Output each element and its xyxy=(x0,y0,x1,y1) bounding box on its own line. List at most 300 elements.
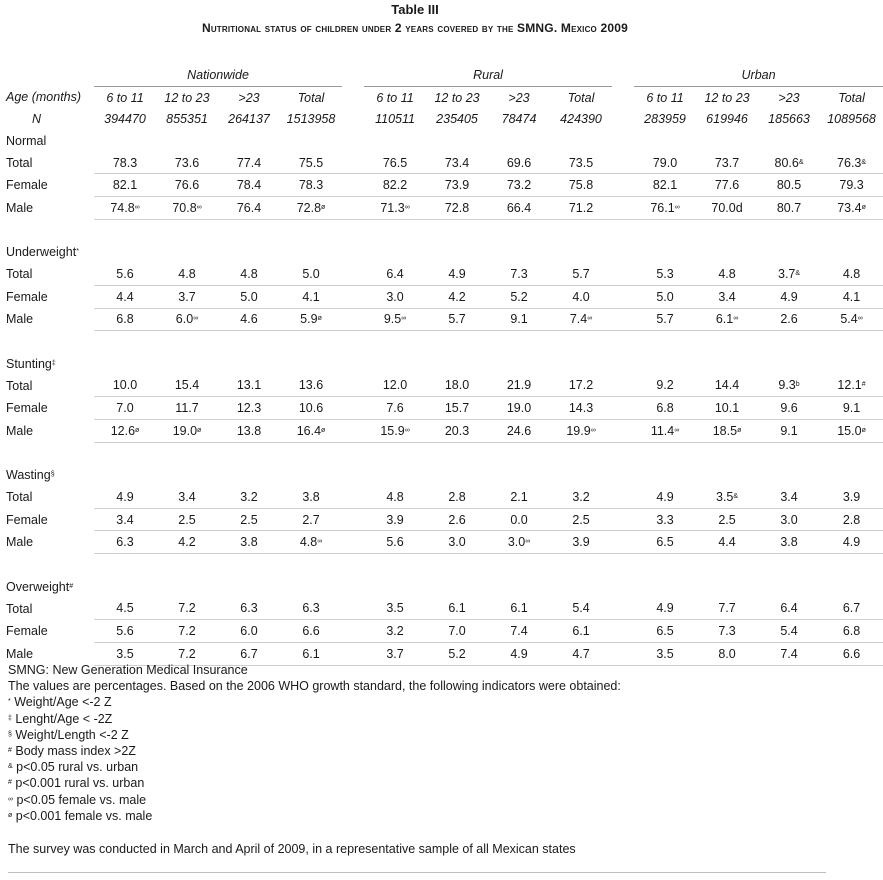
value-cell xyxy=(488,397,550,420)
table-row xyxy=(6,420,883,443)
section-spacer xyxy=(6,554,883,576)
table-row xyxy=(6,375,883,397)
value-cell xyxy=(426,486,488,508)
value-cell xyxy=(364,308,426,331)
footnote-text: The values are percentages. Based on the 2006 WHO growth standard, the following indicators were obtained: xyxy=(8,679,621,694)
value-cell xyxy=(94,263,156,285)
value-cell xyxy=(156,486,218,508)
value-cell xyxy=(550,152,612,174)
value: 3.4 xyxy=(718,289,736,304)
column-gap xyxy=(612,508,634,531)
significance-mark: ∞ xyxy=(857,315,863,323)
value-cell xyxy=(280,152,342,174)
value: 3.9 xyxy=(572,535,590,550)
value: 6.1 xyxy=(715,312,734,327)
value-cell xyxy=(218,285,280,308)
significance-mark: ø xyxy=(861,203,866,211)
value-cell xyxy=(634,508,696,531)
value-cell xyxy=(364,152,426,174)
value: 13.1 xyxy=(236,378,262,393)
age-column-header: Total xyxy=(297,90,325,105)
value-cell xyxy=(488,308,550,331)
value: 7.2 xyxy=(178,646,196,661)
row-label: Female xyxy=(6,178,48,193)
footnote-text: p<0.001 rural vs. urban xyxy=(11,776,145,791)
column-gap xyxy=(612,598,634,620)
row-label: Female xyxy=(6,512,48,527)
column-gap xyxy=(612,152,634,174)
section-footnote-mark: § xyxy=(50,471,55,479)
value: 6.6 xyxy=(302,624,320,639)
value-cell xyxy=(550,263,612,285)
footnote-text: SMNG: New Generation Medical Insurance xyxy=(8,663,248,677)
row-label: Total xyxy=(6,155,33,170)
value: 76.4 xyxy=(236,200,262,215)
value: 79.3 xyxy=(839,178,864,193)
value: 5.4 xyxy=(780,624,798,639)
value: 5.4 xyxy=(840,312,858,327)
value-cell xyxy=(218,531,280,554)
value-cell xyxy=(820,508,883,531)
sample-size: 264137 xyxy=(228,112,270,127)
footnote-mark: ø xyxy=(8,811,13,819)
table-subtitle: Nutritional status of children under 2 years covered by the SMNG. Mexico 2009 xyxy=(201,21,629,35)
row-label: Total xyxy=(6,601,33,616)
value: 75.8 xyxy=(568,178,594,193)
value: 13.8 xyxy=(236,423,262,438)
group-header-spacer xyxy=(6,64,94,86)
value-cell xyxy=(488,174,550,197)
value: 4.1 xyxy=(842,289,861,304)
value-cell xyxy=(550,420,612,443)
value-cell xyxy=(426,620,488,643)
significance-mark: ∞ xyxy=(674,426,680,434)
column-gap xyxy=(342,508,364,531)
value-cell xyxy=(156,598,218,620)
value-cell xyxy=(280,420,342,443)
value-cell xyxy=(156,308,218,331)
value-cell xyxy=(280,375,342,397)
value: 24.6 xyxy=(506,423,532,438)
value: 6.3 xyxy=(116,535,134,550)
column-gap xyxy=(342,174,364,197)
value-cell xyxy=(550,508,612,531)
row-label: Male xyxy=(6,535,34,550)
value: 4.7 xyxy=(572,646,590,661)
survey-note: The survey was conducted in March and April of 2009, in a representative sample of all Mexican states xyxy=(8,842,576,856)
value: 6.0 xyxy=(175,312,194,327)
significance-mark: ∞ xyxy=(587,315,593,323)
value: 6.6 xyxy=(842,646,861,661)
value: 2.5 xyxy=(240,512,258,527)
value-cell xyxy=(758,263,820,285)
value-cell xyxy=(634,397,696,420)
value-cell xyxy=(634,152,696,174)
value: 20.3 xyxy=(444,423,470,438)
column-gap xyxy=(612,64,634,86)
footnote-line xyxy=(8,743,621,759)
value-cell xyxy=(550,308,612,331)
value: 9.6 xyxy=(780,401,798,416)
value: 7.7 xyxy=(718,601,736,616)
value-cell xyxy=(94,420,156,443)
value-cell xyxy=(364,508,426,531)
value: 72.8 xyxy=(296,200,322,215)
row-label: Male xyxy=(6,646,34,661)
row-label: Female xyxy=(6,289,48,304)
value: 17.2 xyxy=(568,378,594,393)
value: 14.4 xyxy=(714,378,740,393)
value-cell xyxy=(94,285,156,308)
value: 76.3 xyxy=(837,155,862,170)
value: 6.5 xyxy=(656,535,674,550)
sample-size: 235405 xyxy=(436,112,478,127)
value: 4.9 xyxy=(656,489,674,504)
value: 11.7 xyxy=(175,401,199,416)
value: 6.8 xyxy=(656,401,674,416)
n-label: N xyxy=(32,112,42,127)
value: 73.9 xyxy=(444,178,470,193)
value: 13.6 xyxy=(298,378,324,393)
value-cell xyxy=(94,508,156,531)
value-cell xyxy=(94,531,156,554)
sample-size: 283959 xyxy=(644,112,686,127)
value-cell xyxy=(156,620,218,643)
value-cell xyxy=(820,397,883,420)
value: 66.4 xyxy=(506,200,532,215)
sample-size: 1089568 xyxy=(827,112,876,127)
value-cell xyxy=(758,486,820,508)
column-gap xyxy=(342,64,364,86)
value-cell xyxy=(820,620,883,643)
value-cell xyxy=(550,197,612,220)
value-cell xyxy=(634,285,696,308)
row-label: Female xyxy=(6,401,48,416)
value: 5.0 xyxy=(302,267,320,282)
value: 73.7 xyxy=(714,155,740,170)
value-cell xyxy=(156,152,218,174)
value: 7.3 xyxy=(718,624,736,639)
value: 7.4 xyxy=(569,312,588,327)
value-cell xyxy=(156,285,218,308)
n-row xyxy=(6,108,883,130)
column-gap xyxy=(342,531,364,554)
value-cell xyxy=(820,174,883,197)
section-heading xyxy=(6,130,883,152)
value: 82.1 xyxy=(652,178,678,193)
section-footnote-mark: # xyxy=(69,582,74,590)
value-cell xyxy=(218,263,280,285)
value-cell xyxy=(758,285,820,308)
section-footnote-mark: ‡ xyxy=(51,359,56,367)
column-gap xyxy=(612,620,634,643)
value: 21.9 xyxy=(506,378,532,393)
section-name: Stunting xyxy=(6,356,52,371)
sample-size: 185663 xyxy=(768,112,810,127)
value: 7.4 xyxy=(780,646,798,661)
value-cell xyxy=(426,197,488,220)
value: 7.0 xyxy=(116,401,134,416)
value: 82.1 xyxy=(112,178,138,193)
value-cell xyxy=(280,598,342,620)
value: 9.5 xyxy=(383,312,402,327)
value-cell xyxy=(364,197,426,220)
value-cell xyxy=(426,598,488,620)
value-cell xyxy=(820,486,883,508)
value: 7.0 xyxy=(448,624,466,639)
sample-size: 110511 xyxy=(375,112,415,127)
column-gap xyxy=(342,620,364,643)
value-cell xyxy=(634,420,696,443)
value-cell xyxy=(550,375,612,397)
value-cell xyxy=(696,375,758,397)
significance-mark: & xyxy=(795,270,801,278)
value: 12.6 xyxy=(110,423,136,438)
column-gap xyxy=(342,285,364,308)
column-gap xyxy=(342,308,364,331)
value-cell xyxy=(488,598,550,620)
value-cell xyxy=(156,531,218,554)
age-label: Age (months) xyxy=(6,90,82,105)
value-cell xyxy=(820,263,883,285)
column-gap xyxy=(612,375,634,397)
value-cell xyxy=(488,263,550,285)
value-cell xyxy=(820,375,883,397)
value-cell xyxy=(696,531,758,554)
sample-size: 78474 xyxy=(501,112,537,127)
value-cell xyxy=(426,308,488,331)
value-cell xyxy=(488,197,550,220)
value: 0.0 xyxy=(510,512,528,527)
value-cell xyxy=(696,285,758,308)
value-cell xyxy=(280,397,342,420)
value: 9.1 xyxy=(780,423,798,438)
footnote-line xyxy=(8,808,621,824)
significance-mark: ø xyxy=(135,426,140,434)
footnotes xyxy=(8,662,621,824)
value: 4.9 xyxy=(842,535,861,550)
value: 4.6 xyxy=(240,312,258,327)
footnote-text: Body mass index >2Z xyxy=(11,744,136,759)
value: 74.8 xyxy=(110,200,135,215)
section-header-row xyxy=(6,464,883,486)
value-cell xyxy=(364,285,426,308)
value-cell xyxy=(634,174,696,197)
value-cell xyxy=(218,420,280,443)
value: 5.7 xyxy=(572,267,590,282)
table-row xyxy=(6,531,883,554)
value: 15.7 xyxy=(444,401,470,416)
column-gap xyxy=(612,174,634,197)
value-cell xyxy=(218,375,280,397)
value: 3.9 xyxy=(842,489,861,504)
value-cell xyxy=(550,531,612,554)
significance-mark: & xyxy=(798,158,804,166)
value: 69.6 xyxy=(506,155,532,170)
column-gap xyxy=(342,598,364,620)
value-cell xyxy=(696,174,758,197)
significance-mark: ∞ xyxy=(193,315,199,323)
value-cell xyxy=(156,197,218,220)
significance-mark: ø xyxy=(321,203,326,211)
value-cell xyxy=(758,397,820,420)
value: 4.8 xyxy=(240,267,258,282)
significance-mark: ø xyxy=(737,426,742,434)
value: 4.2 xyxy=(178,535,196,550)
value: 14.3 xyxy=(568,401,594,416)
footnote-line xyxy=(8,694,621,710)
value: 2.5 xyxy=(718,512,736,527)
column-gap xyxy=(342,375,364,397)
significance-mark: & xyxy=(733,492,739,500)
row-label: Female xyxy=(6,624,48,639)
value-cell xyxy=(218,174,280,197)
value-cell xyxy=(218,397,280,420)
value: 6.4 xyxy=(780,601,798,616)
value: 8.0 xyxy=(718,646,736,661)
value: 4.4 xyxy=(116,289,134,304)
column-gap xyxy=(612,308,634,331)
value-cell xyxy=(634,620,696,643)
column-gap xyxy=(342,397,364,420)
value: 3.7 xyxy=(778,267,796,282)
value-cell xyxy=(696,598,758,620)
value-cell xyxy=(634,375,696,397)
value: 82.2 xyxy=(382,178,408,193)
footnote-mark: & xyxy=(8,763,13,771)
value-cell xyxy=(426,420,488,443)
footnote-text: Weight/Age <-2 Z xyxy=(10,695,112,710)
row-label: Male xyxy=(6,312,34,327)
value: 71.3 xyxy=(380,200,405,215)
value: 6.8 xyxy=(842,624,861,639)
value-cell xyxy=(280,263,342,285)
value-cell xyxy=(94,486,156,508)
value-cell xyxy=(758,308,820,331)
table-row xyxy=(6,397,883,420)
value: 79.0 xyxy=(652,155,678,170)
value: 4.0 xyxy=(572,289,590,304)
table-row xyxy=(6,285,883,308)
section-spacer xyxy=(6,331,883,353)
value: 3.5 xyxy=(386,601,404,616)
value-cell xyxy=(280,197,342,220)
age-column-header: 12 to 23 xyxy=(704,90,750,105)
value-cell xyxy=(820,598,883,620)
value: 5.3 xyxy=(656,267,674,282)
section-header-row xyxy=(6,576,883,598)
value-cell xyxy=(488,531,550,554)
value: 73.4 xyxy=(837,200,862,215)
value: 5.2 xyxy=(448,646,466,661)
row-label: Male xyxy=(6,423,34,438)
value: 3.0 xyxy=(448,535,466,550)
value-cell xyxy=(218,152,280,174)
value: 5.2 xyxy=(510,289,528,304)
section-spacer xyxy=(6,219,883,241)
value: 15.9 xyxy=(380,423,405,438)
value: 71.2 xyxy=(568,200,594,215)
value-cell xyxy=(280,285,342,308)
column-gap xyxy=(612,86,634,108)
value: 6.5 xyxy=(656,624,674,639)
value-cell xyxy=(696,197,758,220)
value: 3.7 xyxy=(386,646,404,661)
group-header: Nationwide xyxy=(94,64,342,86)
value: 4.9 xyxy=(656,601,674,616)
value-cell xyxy=(696,508,758,531)
value: 3.4 xyxy=(116,512,134,527)
value: 5.6 xyxy=(386,535,404,550)
bottom-rule xyxy=(8,872,826,873)
section-header-row xyxy=(6,242,883,264)
sample-size: 1513958 xyxy=(286,112,336,127)
value-cell xyxy=(94,308,156,331)
spacer-cell xyxy=(6,331,883,353)
column-gap xyxy=(342,197,364,220)
value-cell xyxy=(156,508,218,531)
value-cell xyxy=(696,397,758,420)
value-cell xyxy=(488,152,550,174)
value-cell xyxy=(426,531,488,554)
row-label: Total xyxy=(6,378,33,393)
sample-size: 619946 xyxy=(706,112,748,127)
value-cell xyxy=(758,598,820,620)
value: 2.6 xyxy=(448,512,466,527)
value: 10.0 xyxy=(112,378,138,393)
column-gap xyxy=(612,263,634,285)
value-cell xyxy=(94,152,156,174)
section-heading xyxy=(6,353,883,375)
value-cell xyxy=(758,531,820,554)
value-cell xyxy=(426,263,488,285)
value-cell xyxy=(426,285,488,308)
section-footnote-mark: * xyxy=(76,248,79,256)
significance-mark: ø xyxy=(321,426,326,434)
nutrition-table xyxy=(6,64,883,666)
value: 5.4 xyxy=(572,601,590,616)
age-column-header: 6 to 11 xyxy=(376,90,414,105)
value: 6.1 xyxy=(572,624,590,639)
significance-mark: # xyxy=(861,381,866,389)
value-cell xyxy=(156,397,218,420)
value: 3.0 xyxy=(507,535,526,550)
value: 6.8 xyxy=(116,312,134,327)
footnote-line xyxy=(8,662,621,678)
value: 4.8 xyxy=(299,535,318,550)
value: 77.6 xyxy=(714,178,740,193)
value: 6.1 xyxy=(448,601,466,616)
age-column-header: Total xyxy=(567,90,595,105)
value: 3.9 xyxy=(386,512,404,527)
value-cell xyxy=(280,531,342,554)
value-cell xyxy=(218,486,280,508)
table-row xyxy=(6,598,883,620)
age-column-header: 12 to 23 xyxy=(164,90,210,105)
value: 4.9 xyxy=(510,646,528,661)
value-cell xyxy=(758,375,820,397)
value: 78.3 xyxy=(112,155,138,170)
age-column-header: 6 to 11 xyxy=(106,90,144,105)
value: 3.2 xyxy=(240,489,258,504)
column-gap xyxy=(342,86,364,108)
column-gap xyxy=(612,197,634,220)
significance-mark: ∞ xyxy=(525,538,531,546)
age-column-header: >23 xyxy=(778,90,800,105)
section-name: Wasting xyxy=(6,468,51,483)
value: 73.2 xyxy=(506,178,532,193)
value-cell xyxy=(94,397,156,420)
